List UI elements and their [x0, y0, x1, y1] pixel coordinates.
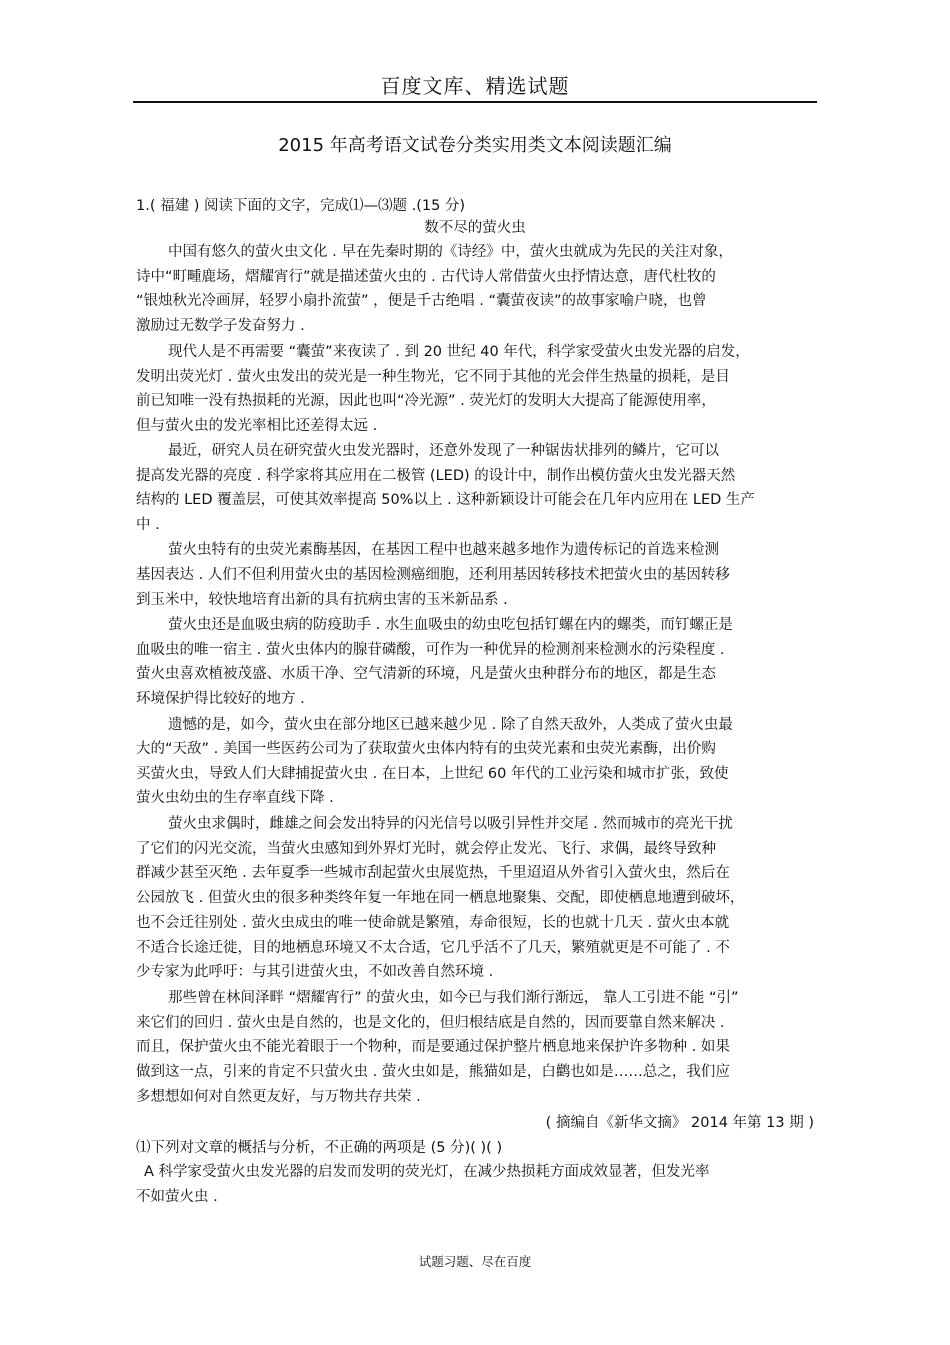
text-line: 少专家为此呼吁：与其引进萤火虫，不如改善自然环境 . — [136, 964, 494, 980]
text-line: 萤火虫喜欢植被茂盛、水质干净、空气清新的环境，凡是萤火虫种群分布的地区，都是生态 — [136, 666, 716, 682]
text-line: 不适合长途迁徙，目的地栖息环境又不太合适，它几乎活不了几天，繁殖就更是不可能了 . 不 — [136, 940, 730, 956]
text-line: 提高发光器的亮度 . 科学家将其应用在二极管 (LED) 的设计中，制作出模仿萤火虫发光器天然 — [136, 468, 736, 484]
text-line: 但与萤火虫的发光率相比还差得太远 . — [136, 418, 378, 434]
page-header: 百度文库、精选试题 — [380, 74, 570, 98]
text-line: 也不会迁往别处 . 萤火虫成虫的唯一使命就是繁殖，寿命很短，长的也就十几天 . 萤火虫本就 — [136, 915, 730, 931]
text-line: 基因表达 . 人们不但利用萤火虫的基因检测癌细胞，还利用基因转移技术把萤火虫的基因转移 — [136, 567, 730, 583]
question-heading: 1.( 福建 ) 阅读下面的文字，完成⑴—⑶题 .(15 分) — [136, 198, 466, 214]
text-line: 来它们的回归 . 萤火虫是自然的，也是文化的，但归根结底是自然的，因而要靠自然来解决 . — [136, 1015, 725, 1031]
text-line: 多想想如何对自然更友好，与万物共存共荣 . — [136, 1089, 421, 1105]
text-line: “银烛秋光冷画屏，轻罗小扇扑流萤” ，便是千古绝唱 . “囊萤夜读”的故事家喻户晓，也曾 — [136, 293, 707, 309]
text-line: 买萤火虫，导致人们大肆捕捉萤火虫 . 在日本，上世纪 60 年代的工业污染和城市扩张，致使 — [136, 766, 729, 782]
text-line: 现代人是不再需要 “囊萤”来夜读了 . 到 20 世纪 40 年代，科学家受萤火虫发光器的启发， — [168, 344, 750, 360]
text-line: 发明出荧光灯 . 萤火虫发出的荧光是一种生物光，它不同于其他的光会伴生热量的损耗，是目 — [136, 369, 730, 385]
text-line: 大的“天敌” . 美国一些医药公司为了获取萤火虫体内特有的虫荧光素和虫荧光素酶，出价购 — [136, 741, 716, 757]
text-line: 到玉米中，较快地培育出新的具有抗病虫害的玉米新品系 . — [136, 592, 508, 608]
text-line: 萤火虫特有的虫荧光素酶基因，在基因工程中也越来越多地作为遗传标记的首选来检测 — [168, 542, 719, 558]
text-line: 中国有悠久的萤火虫文化 . 早在先秦时期的《诗经》中，萤火虫就成为先民的关注对象， — [168, 244, 733, 260]
document-title: 2015 年高考语文试卷分类实用类文本阅读题汇编 — [278, 135, 672, 156]
text-line: 了它们的闪光交流，当萤火虫感知到外界灯光时，就会停止发光、飞行、求偶，最终导致种 — [136, 841, 716, 857]
header-rule — [133, 101, 817, 103]
text-line: 最近，研究人员在研究萤火虫发光器时，还意外发现了一种锯齿状排列的鳞片，它可以 — [168, 443, 719, 459]
text-line: 血吸虫的唯一宿主 . 萤火虫体内的腺苷磷酸，可作为一种优异的检测剂来检测水的污染程度 . — [136, 642, 725, 658]
question-1: ⑴下列对文章的概括与分析，不正确的两项是 (5 分)( )( ) — [136, 1140, 503, 1156]
page-footer: 试题习题、尽在百度 — [418, 1254, 532, 1269]
text-line: 做到这一点，引来的肯定不只萤火虫 . 萤火虫如是，熊猫如是，白鹳也如是……总之，我们应 — [136, 1064, 730, 1080]
text-line: 萤火虫幼虫的生存率直线下降 . — [136, 790, 334, 806]
text-line: 而且，保护萤火虫不能光着眼于一个物种，而是要通过保护整片栖息地来保护许多物种 . 如果 — [136, 1039, 730, 1055]
text-line: 前已知唯一没有热损耗的光源，因此也叫“冷光源” . 荧光灯的发明大大提高了能源使用率， — [136, 393, 716, 409]
text-line: 群减少甚至灭绝 . 去年夏季一些城市刮起萤火虫展览热，千里迢迢从外省引入萤火虫，然后在 — [136, 865, 730, 881]
text-line: 激励过无数学子发奋努力 . — [136, 318, 305, 334]
text-line: 环境保护得比较好的地方 . — [136, 691, 305, 707]
text-line: 结构的 LED 覆盖层，可使其效率提高 50%以上 . 这种新颖设计可能会在几年内应用在 LED 生产 — [136, 492, 755, 508]
text-line: 公园放飞 . 但萤火虫的很多种类终年复一年地在同一栖息地聚集、交配，即使栖息地遭到破坏， — [136, 890, 745, 906]
text-line: 中 . — [136, 517, 160, 533]
text-line: 遗憾的是，如今，萤火虫在部分地区已越来越少见 . 除了自然天敌外，人类成了萤火虫最 — [168, 717, 733, 733]
text-line: 那些曾在林间泽畔 “熠耀宵行” 的萤火虫，如今已与我们渐行渐远， 靠人工引进不能 “引” — [168, 990, 739, 1006]
source-citation: ( 摘编自《新华文摘》 2014 年第 13 期 ) — [545, 1115, 814, 1131]
article-title: 数不尽的萤火虫 — [424, 220, 526, 236]
option-a: A 科学家受萤火虫发光器的启发而发明的荧光灯，在减少热损耗方面成效显著，但发光率 — [144, 1164, 710, 1180]
text-line: 不如萤火虫 . — [136, 1189, 218, 1205]
text-line: 萤火虫还是血吸虫病的防疫助手 . 水生血吸虫的幼虫吃包括钉螺在内的螺类，而钉螺正是 — [168, 617, 733, 633]
text-line: 诗中“町畽鹿场，熠耀宵行”就是描述萤火虫的 . 古代诗人常借萤火虫抒情达意，唐代杜牧的 — [136, 269, 716, 285]
text-line: 萤火虫求偶时，雌雄之间会发出特异的闪光信号以吸引异性并交尾 . 然而城市的亮光干扰 — [168, 816, 733, 832]
